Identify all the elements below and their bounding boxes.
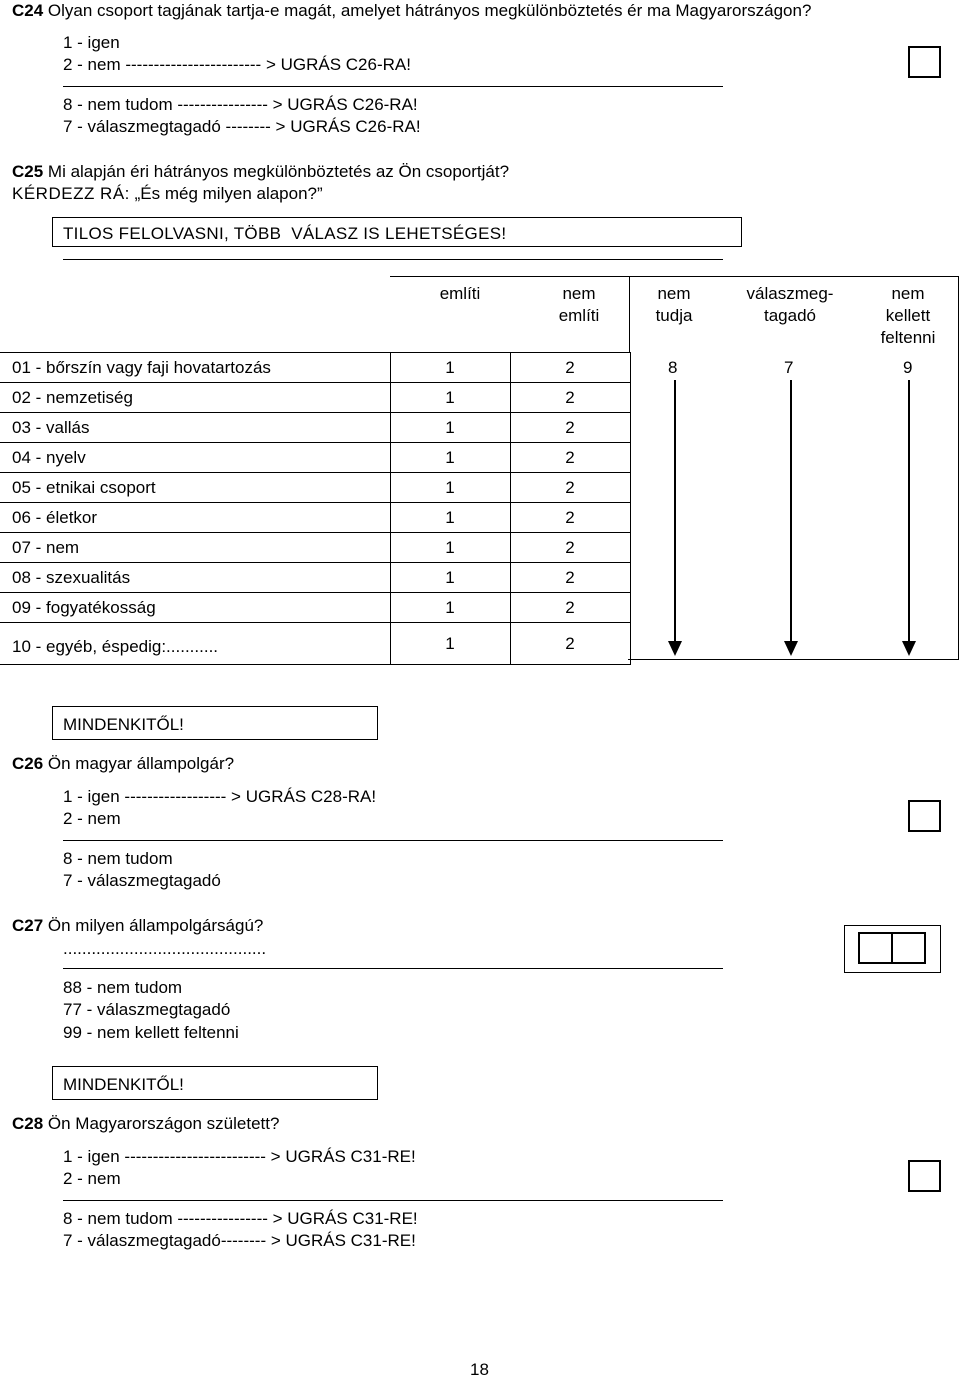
code-emliti[interactable]: 1	[390, 473, 510, 503]
c28-option-8: 8 - nem tudom ---------------- > UGRÁS C31-RE!	[63, 1209, 418, 1228]
c24-option-2: 2 - nem ------------------------ > UGRÁS C26-RA!	[63, 55, 411, 74]
code-nem-emliti[interactable]: 2	[510, 443, 630, 473]
table-row	[0, 413, 630, 443]
table-row	[0, 383, 630, 413]
row-label: 02 - nemzetiség	[0, 383, 390, 413]
table-row	[0, 623, 630, 665]
c27-option-77: 77 - válaszmegtagadó	[63, 1000, 231, 1019]
c24-code: C24	[12, 1, 44, 20]
code-emliti[interactable]: 1	[390, 533, 510, 563]
c26-code: C26	[12, 754, 44, 773]
header-frame	[390, 276, 630, 352]
code-nem-kellett-feltenni[interactable]: 9	[903, 358, 913, 377]
divider	[63, 1200, 723, 1201]
code-nem-emliti[interactable]: 2	[510, 563, 630, 593]
code-valaszmegtagado[interactable]: 7	[784, 358, 794, 377]
c27-option-88: 88 - nem tudom	[63, 978, 183, 997]
c25-instruction-box	[52, 217, 742, 247]
row-label: 10 - egyéb, éspedig:...........	[0, 623, 390, 665]
code-nem-emliti[interactable]: 2	[510, 473, 630, 503]
c28-option-1: 1 - igen ------------------------- > UGRÁS C31-RE!	[63, 1147, 416, 1166]
row-label: 08 - szexualitás	[0, 563, 390, 593]
c27-question-line	[12, 917, 263, 934]
c25-probe-label: KÉRDEZZ RÁ:	[12, 184, 130, 203]
table-row	[0, 443, 630, 473]
row-label: 09 - fogyatékosság	[0, 593, 390, 623]
code-nem-emliti[interactable]: 2	[510, 503, 630, 533]
mindenkitol-label: MINDENKITŐL!	[63, 1075, 184, 1094]
header-nem-tudja: nem tudja	[655, 284, 693, 325]
code-nem-emliti[interactable]: 2	[510, 533, 630, 563]
mindenkitol-box	[52, 1066, 378, 1100]
down-arrow-icon	[782, 380, 800, 658]
code-emliti[interactable]: 1	[390, 383, 510, 413]
c26-option-8: 8 - nem tudom	[63, 849, 173, 868]
c28-code: C28	[12, 1114, 44, 1133]
code-nem-tudja[interactable]: 8	[668, 358, 678, 377]
c26-question: Ön magyar állampolgár?	[43, 754, 235, 773]
row-label: 03 - vallás	[0, 413, 390, 443]
code-emliti[interactable]: 1	[390, 443, 510, 473]
divider	[63, 259, 723, 260]
table-row	[0, 533, 630, 563]
row-label: 06 - életkor	[0, 503, 390, 533]
c26-option-7: 7 - válaszmegtagadó	[63, 871, 221, 890]
c24-option-7: 7 - válaszmegtagadó -------- > UGRÁS C26-RA!	[63, 117, 421, 136]
page-number: 18	[470, 1360, 489, 1379]
code-nem-emliti[interactable]: 2	[510, 593, 630, 623]
code-nem-emliti[interactable]: 2	[510, 353, 630, 383]
c24-option-1: 1 - igen	[63, 33, 120, 52]
code-emliti[interactable]: 1	[390, 563, 510, 593]
row-label: 01 - bőrszín vagy faji hovatartozás	[0, 353, 390, 383]
c26-option-2: 2 - nem	[63, 809, 121, 828]
header-nem-emliti: nem említi	[558, 284, 600, 325]
code-emliti[interactable]: 1	[390, 353, 510, 383]
c25-answer-table	[0, 352, 631, 665]
divider	[63, 840, 723, 841]
table-row	[0, 473, 630, 503]
c25-probe-line	[12, 185, 323, 202]
c24-option-8: 8 - nem tudom ---------------- > UGRÁS C26-RA!	[63, 95, 418, 114]
c28-option-7: 7 - válaszmegtagadó-------- > UGRÁS C31-RE!	[63, 1231, 416, 1250]
c27-answer-dots[interactable]: ...........................................	[63, 939, 267, 958]
code-emliti[interactable]: 1	[390, 413, 510, 443]
table-row	[0, 353, 630, 383]
code-nem-emliti[interactable]: 2	[510, 383, 630, 413]
c26-question-line	[12, 755, 234, 772]
c27-digit-box-2[interactable]	[891, 932, 926, 964]
code-emliti[interactable]: 1	[390, 623, 510, 665]
mindenkitol-box	[52, 706, 378, 740]
c25-code: C25	[12, 162, 44, 181]
code-nem-emliti[interactable]: 2	[510, 413, 630, 443]
code-emliti[interactable]: 1	[390, 503, 510, 533]
table-row	[0, 563, 630, 593]
header-emliti: említi	[439, 284, 481, 303]
divider	[63, 968, 723, 969]
c26-answer-box[interactable]	[908, 800, 941, 832]
c27-option-99: 99 - nem kellett feltenni	[63, 1023, 239, 1042]
code-nem-emliti[interactable]: 2	[510, 623, 630, 665]
header-valaszmegtagado: válaszmeg- tagadó	[746, 284, 834, 325]
mindenkitol-label: MINDENKITŐL!	[63, 715, 184, 734]
table-row	[0, 503, 630, 533]
c25-instruction: TILOS FELOLVASNI, TÖBB VÁLASZ IS LEHETSÉGES!	[63, 224, 507, 243]
c25-question-line	[12, 163, 509, 180]
c24-question-line	[12, 2, 811, 19]
c27-digit-box-1[interactable]	[858, 932, 893, 964]
c24-question: Olyan csoport tagjának tartja-e magát, amelyet hátrányos megkülönböztetés ér ma Magyarországon?	[43, 1, 812, 20]
c25-probe-text: „És még milyen alapon?”	[129, 184, 323, 203]
c26-option-1: 1 - igen ------------------ > UGRÁS C28-RA!	[63, 787, 377, 806]
c28-answer-box[interactable]	[908, 1160, 941, 1192]
c28-question: Ön Magyarországon született?	[43, 1114, 280, 1133]
c25-question: Mi alapján éri hátrányos megkülönböztetés az Ön csoportját?	[43, 162, 510, 181]
c28-question-line	[12, 1115, 279, 1132]
c27-code: C27	[12, 916, 44, 935]
down-arrow-icon	[666, 380, 684, 658]
down-arrow-icon	[900, 380, 918, 658]
code-emliti[interactable]: 1	[390, 593, 510, 623]
c28-option-2: 2 - nem	[63, 1169, 121, 1188]
row-label: 07 - nem	[0, 533, 390, 563]
row-label: 05 - etnikai csoport	[0, 473, 390, 503]
divider	[63, 86, 723, 87]
c27-question: Ön milyen állampolgárságú?	[43, 916, 264, 935]
table-row	[0, 593, 630, 623]
c24-answer-box[interactable]	[908, 46, 941, 78]
header-nem-kellett-feltenni: nem kellett feltenni	[880, 284, 936, 347]
row-label: 04 - nyelv	[0, 443, 390, 473]
